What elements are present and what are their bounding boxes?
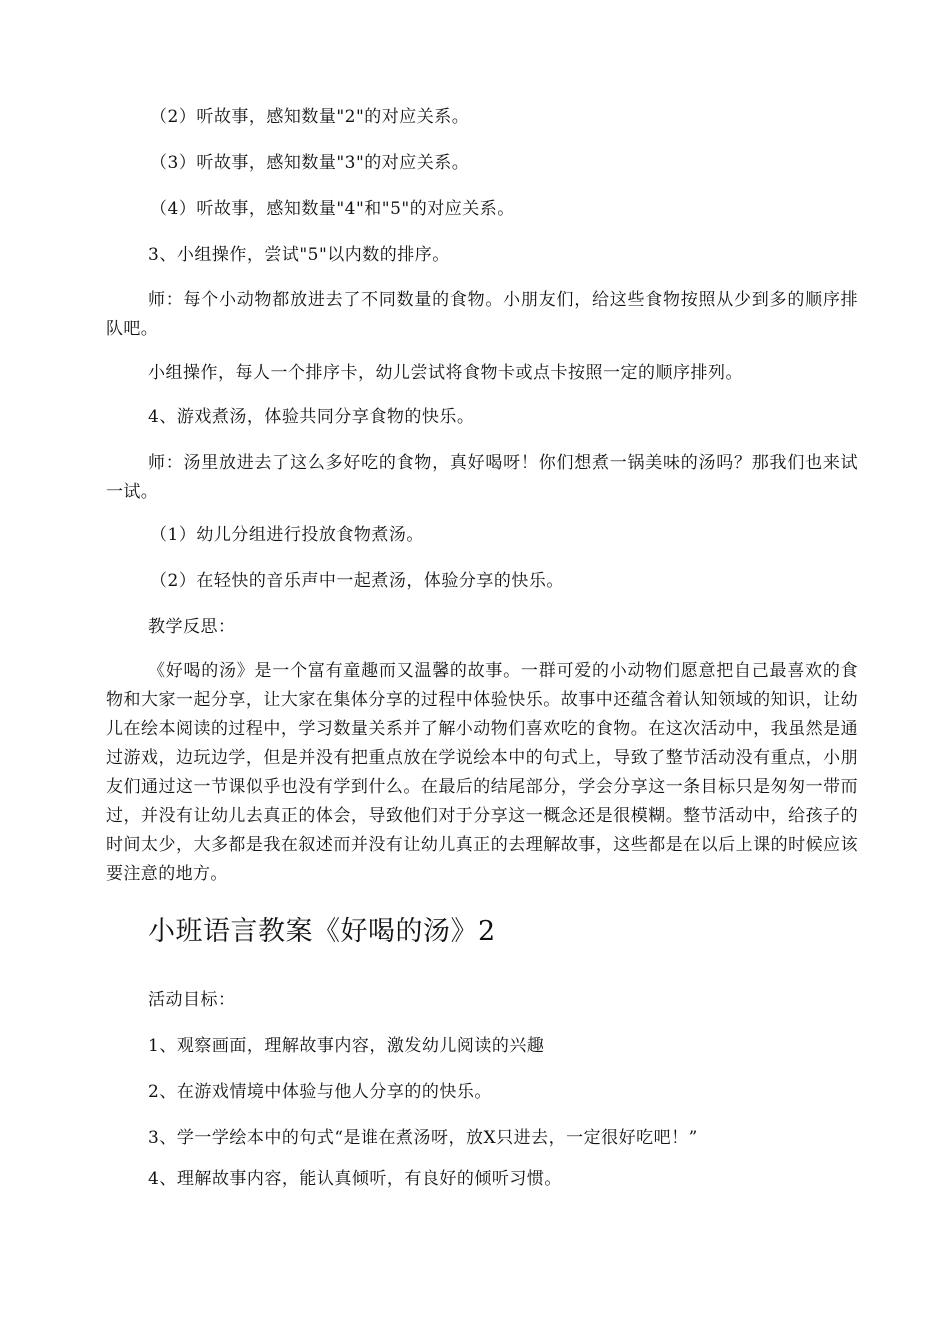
lesson-plan-title: 小班语言教案《好喝的汤》2 — [148, 916, 496, 947]
goal-3: 3、学一学绘本中的句式“是谁在煮汤呀，放X只进去，一定很好吃吧！” — [148, 1128, 698, 1148]
step4-item-1: （1）幼儿分组进行投放食物煮汤。 — [150, 525, 424, 545]
goal-1: 1、观察画面，理解故事内容，激发幼儿阅读的兴趣 — [148, 1036, 545, 1056]
reflection-paragraph: 《好喝的汤》是一个富有童趣而又温馨的故事。一群可爱的小动物们愿意把自己最喜欢的食物和大家一起分享，让大家在集体分享的过程中体验快乐。故事中还蕴含着认知领域的知识，让幼儿在绘本阅读的过程中，学习数量关系并了解小动物们喜欢吃的食物。在这次活动中，我虽然是通过游戏，边玩边学，但是并没有把重点放在学说绘本中的句式上，导致了整节活动没有重点，小朋友们通过这一节课似乎也没有学到什么。在最后的结尾部分，学会分享这一条目标只是匆匆一带而过，并没有让幼儿去真正的体会，导致他们对于分享这一概念还是很模糊。整节活动中，给孩子的时间太少，大多都是我在叙述而并没有让幼儿真正的去理解故事，这些都是在以后上课的时候应该要注意的地方。 — [106, 661, 858, 884]
goals-label: 活动目标： — [148, 990, 236, 1010]
step3-teacher-paragraph: 师：每个小动物都放进去了不同数量的食物。小朋友们，给这些食物按照从少到多的顺序排队吧。 — [106, 290, 858, 339]
goal-4: 4、理解故事内容，能认真倾听，有良好的倾听习惯。 — [148, 1169, 562, 1189]
step2-item-3: （3）听故事，感知数量"3"的对应关系。 — [150, 153, 470, 173]
step4-item-2: （2）在轻快的音乐声中一起煮汤，体验分享的快乐。 — [150, 571, 564, 591]
step2-item-4: （4）听故事，感知数量"4"和"5"的对应关系。 — [150, 199, 515, 219]
step3-operation: 小组操作，每人一个排序卡，幼儿尝试将食物卡或点卡按照一定的顺序排列。 — [148, 363, 743, 383]
step4-title: 4、游戏煮汤，体验共同分享食物的快乐。 — [148, 407, 475, 427]
goal-2: 2、在游戏情境中体验与他人分享的的快乐。 — [148, 1082, 492, 1102]
step2-item-2: （2）听故事，感知数量"2"的对应关系。 — [150, 107, 470, 127]
step4-teacher-paragraph: 师：汤里放进去了这么多好吃的食物，真好喝呀！你们想煮一锅美味的汤吗？那我们也来试一试。 — [106, 453, 858, 502]
step3-title: 3、小组操作，尝试"5"以内数的排序。 — [148, 245, 450, 265]
reflection-label: 教学反思： — [148, 617, 236, 637]
